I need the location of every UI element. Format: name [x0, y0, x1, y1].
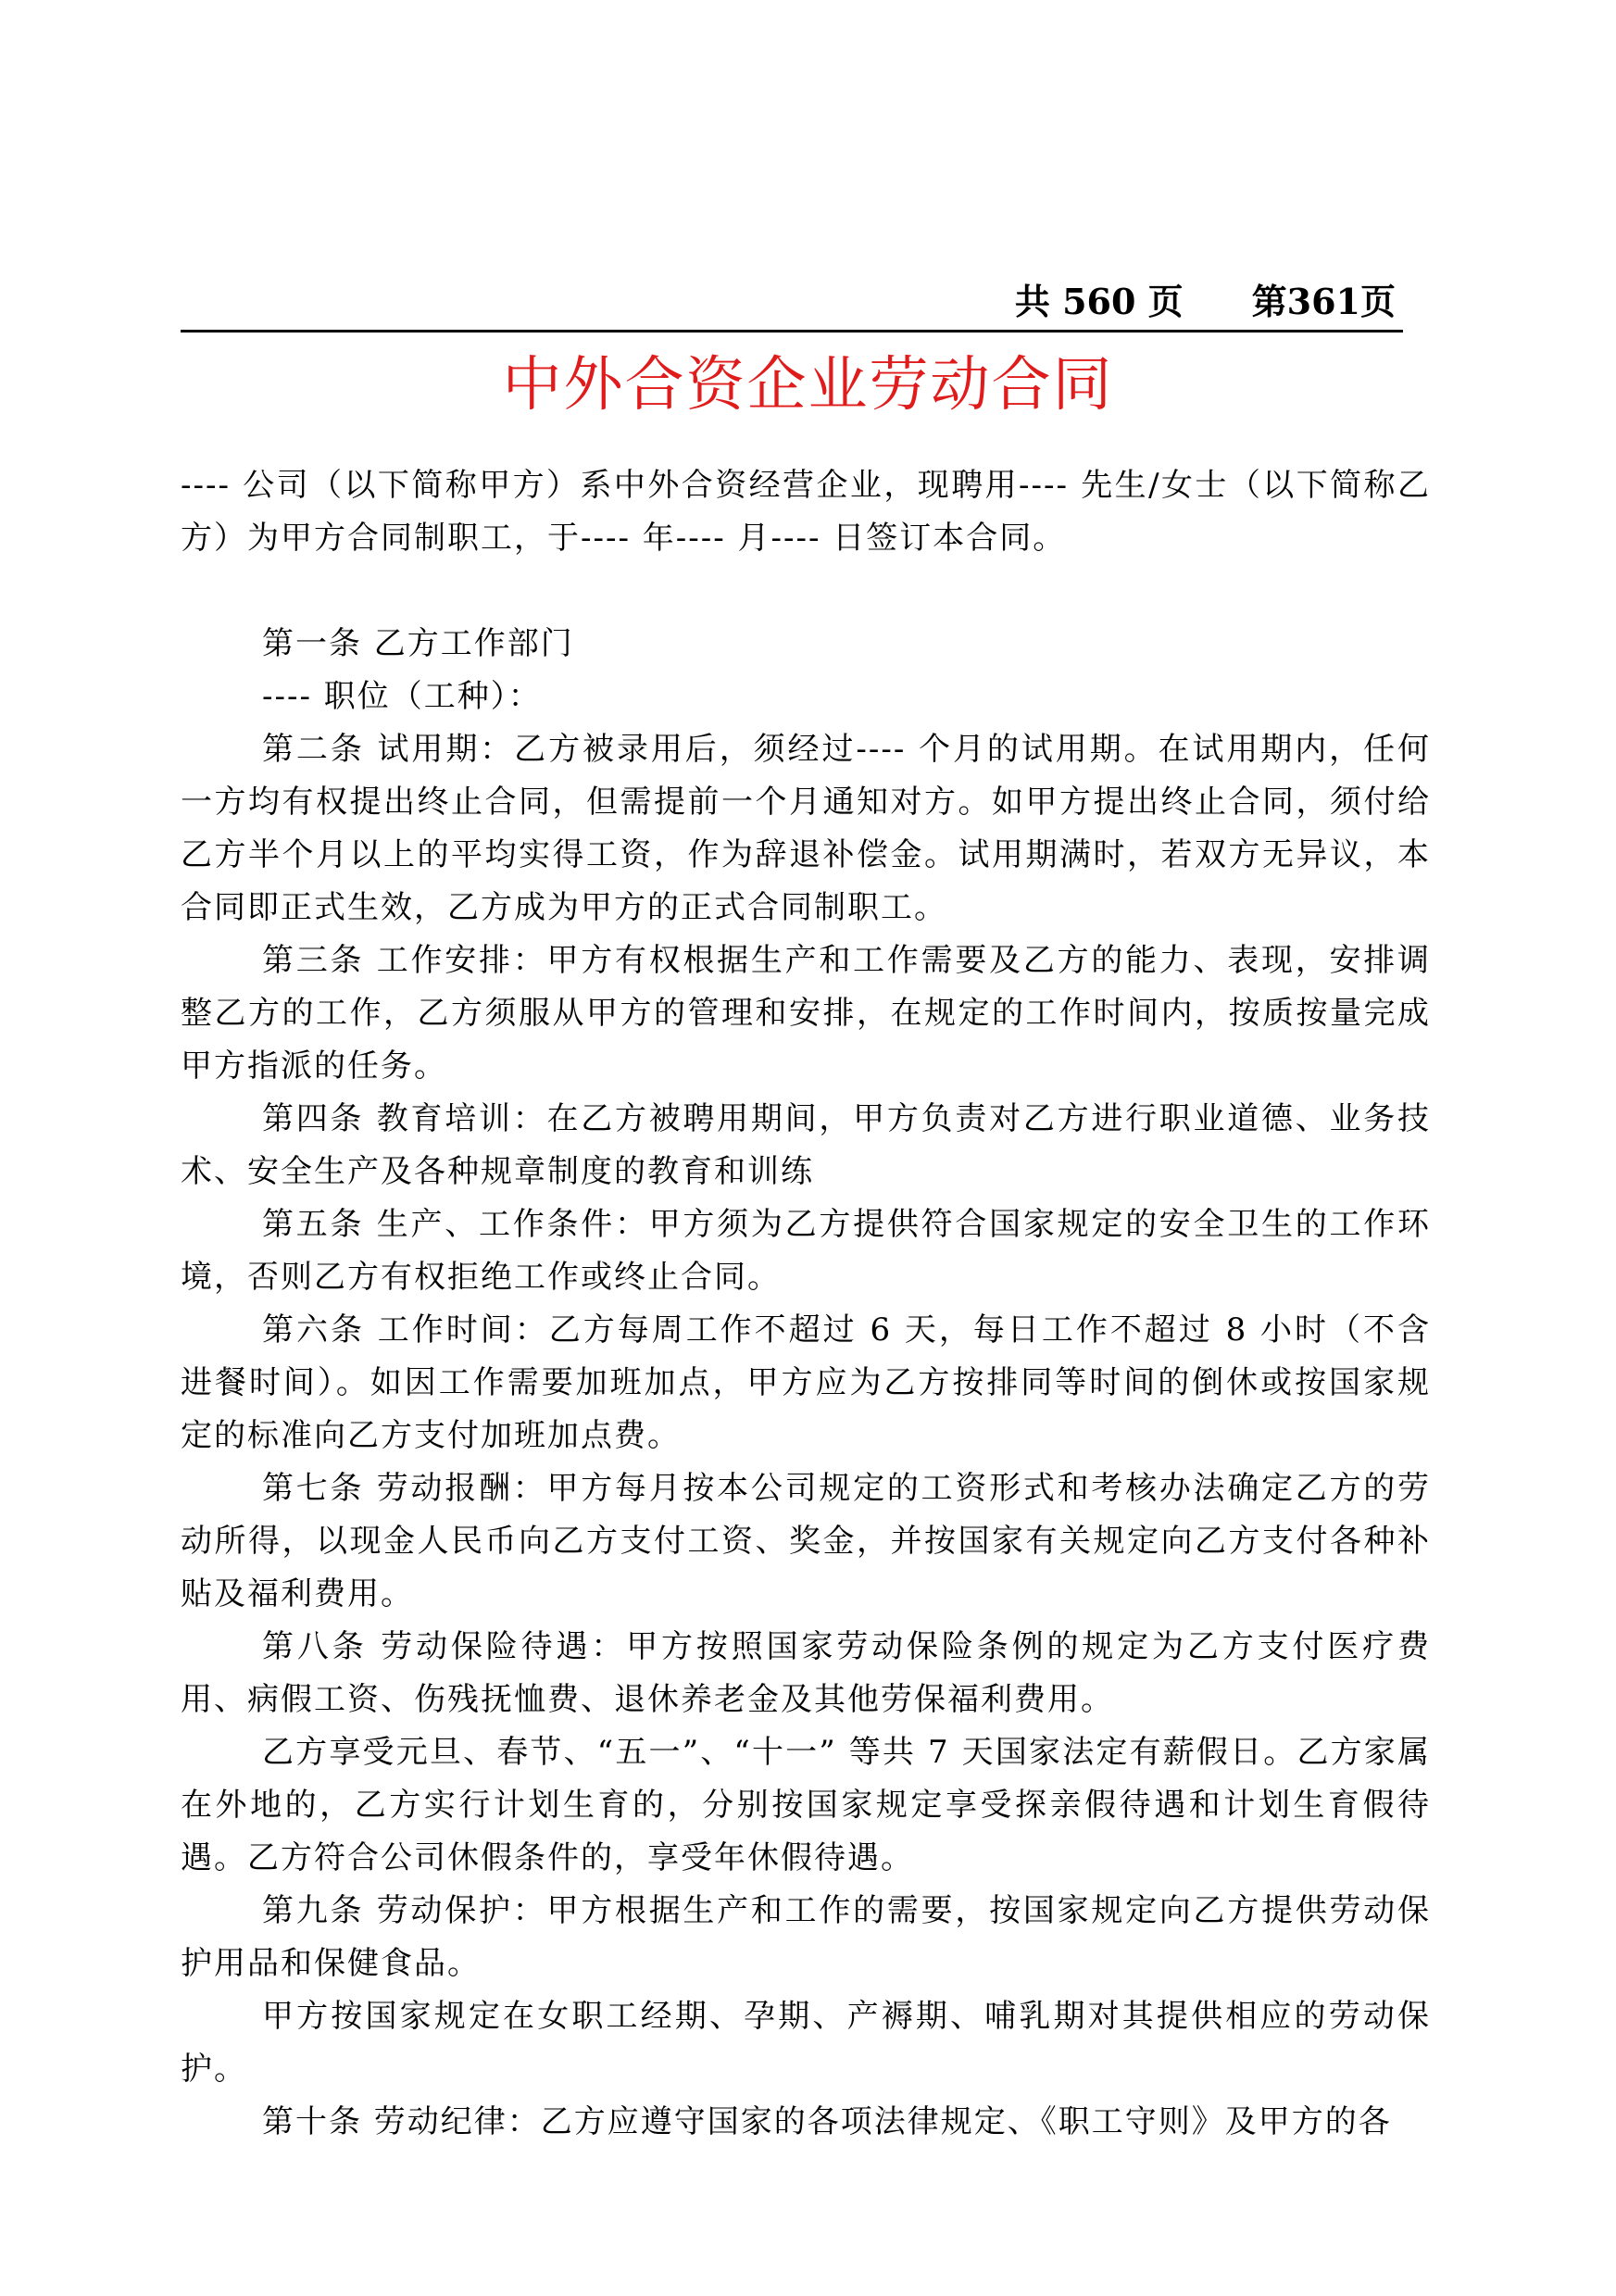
- article-7: 第七条 劳动报酬：甲方每月按本公司规定的工资形式和考核办法确定乙方的劳动所得，以现金人民币向乙方支付工资、奖金，并按国家有关规定向乙方支付各种补贴及福利费用。: [181, 1470, 1431, 1612]
- total-pages: 共 560 页: [1014, 281, 1184, 322]
- page-header: [181, 278, 1403, 332]
- article-2: 第二条 试用期：乙方被录用后，须经过---- 个月的试用期。在试用期内，任何一方均有权提出终止合同，但需提前一个月通知对方。如甲方提出终止合同，须付给乙方半个月以上的平均实得工资，作为辞退补偿金。试用期满时，若双方无异议，本合同即正式生效，乙方成为甲方的正式合同制职工。: [181, 731, 1431, 926]
- article-3: 第三条 工作安排：甲方有权根据生产和工作需要及乙方的能力、表现，安排调整乙方的工作，乙方须服从甲方的管理和安排，在规定的工作时间内，按质按量完成甲方指派的任务。: [181, 942, 1431, 1085]
- article-9: 第九条 劳动保护：甲方根据生产和工作的需要，按国家规定向乙方提供劳动保护用品和保健食品。: [181, 1892, 1431, 1982]
- article-8: 第八条 劳动保险待遇：甲方按照国家劳动保险条例的规定为乙方支付医疗费用、病假工资、伤残抚恤费、退休养老金及其他劳保福利费用。: [181, 1628, 1431, 1718]
- contract-body: [181, 459, 1431, 2149]
- intro-paragraph: ---- 公司（以下简称甲方）系中外合资经营企业，现聘用---- 先生/女士（以下简称乙方）为甲方合同制职工，于---- 年---- 月---- 日签订本合同。: [181, 467, 1431, 557]
- article-10: 第十条 劳动纪律：乙方应遵守国家的各项法律规定、《职工守则》及甲方的各: [262, 2103, 1392, 2140]
- document-title: 中外合资企业劳动合同: [502, 351, 1114, 420]
- article-1: 第一条 乙方工作部门: [262, 625, 574, 662]
- article-6: 第六条 工作时间：乙方每周工作不超过 6 天，每日工作不超过 8 小时（不含进餐时间）。如因工作需要加班加点，甲方应为乙方按排同等时间的倒休或按国家规定的标准向乙方支付加班加点费。: [181, 1311, 1431, 1454]
- page-counter: [1015, 273, 1396, 324]
- article-5: 第五条 生产、工作条件：甲方须为乙方提供符合国家规定的安全卫生的工作环境，否则乙方有权拒绝工作或终止合同。: [181, 1206, 1431, 1296]
- current-page: 第361页: [1251, 281, 1396, 322]
- article-1-position: ---- 职位（工种）：: [262, 678, 542, 715]
- article-4: 第四条 教育培训：在乙方被聘用期间，甲方负责对乙方进行职业道德、业务技术、安全生产及各种规章制度的教育和训练: [181, 1100, 1431, 1190]
- article-9-female: 甲方按国家规定在女职工经期、孕期、产褥期、哺乳期对其提供相应的劳动保护。: [181, 1998, 1431, 2088]
- article-8-holiday: 乙方享受元旦、春节、“五一”、“十一” 等共 7 天国家法定有薪假日。乙方家属在外地的，乙方实行计划生育的，分别按国家规定享受探亲假待遇和计划生育假待遇。乙方符合公司休假条件的，享受年休假待遇。: [181, 1734, 1431, 1876]
- paragraph-spacer: [181, 565, 1431, 618]
